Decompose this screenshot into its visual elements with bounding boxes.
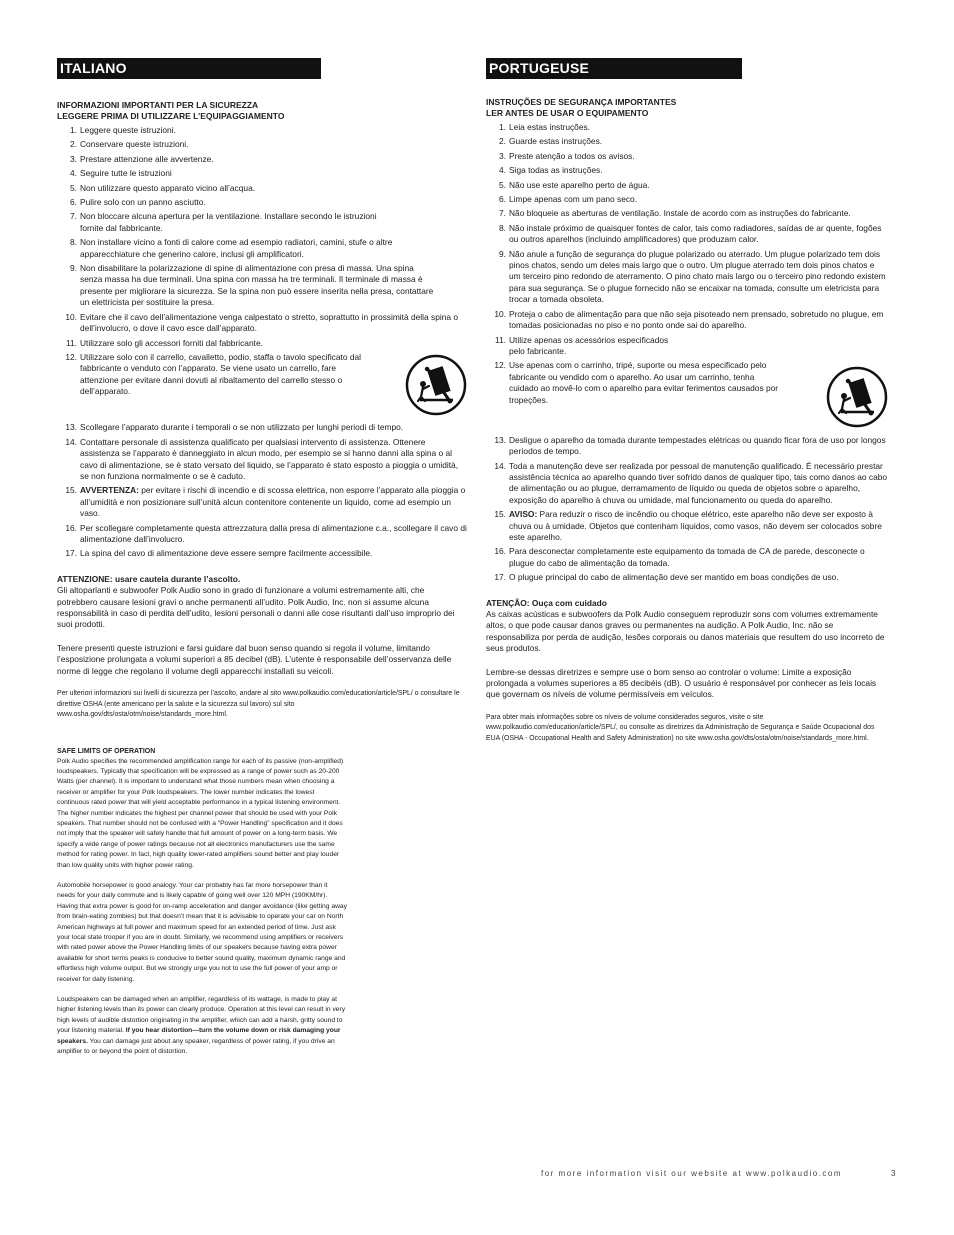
item-number: 3. xyxy=(70,153,77,164)
item-text: Guarde estas instruções. xyxy=(509,136,603,147)
list-item xyxy=(57,338,467,349)
item-number: 4. xyxy=(70,168,77,179)
page-number: 3 xyxy=(891,1169,896,1178)
item-text: Limpe apenas com um pano seco. xyxy=(509,194,638,205)
item-text: Não bloqueie as aberturas de ventilação. Instale de acordo com as instruções do fabricante. xyxy=(509,208,851,219)
portuguese-more-info: Para obter mais informações sobre os níveis de volume considerados seguros, visite o site www.polkaudio.com/education/article/SPL/, ou consulte as diretrizes da Administração de Segurança e Saúde Ocupacional dos EUA (OSHA - Occupational Health and Safety Administration) no site www.osha.gov/dts/osta/otm/noise/standards_more.html. xyxy=(486,713,875,742)
item-text: Pulire solo con un panno asciutto. xyxy=(80,197,206,208)
italian-heading: ITALIANO xyxy=(57,58,321,79)
list-item xyxy=(486,165,888,176)
item-number: 2. xyxy=(499,136,506,147)
portuguese-attention-paragraph-1: As caixas acústicas e subwoofers da Polk Audio conseguem reproduzir sons com volumes extremamente altos, o que pode causar danos graves ou permanentes na audição. A Polk Audio, Inc. não se responsabiliza por perda de audição, lesões corporais ou danos materiais que resultem do uso incorreto de seus produtos. xyxy=(486,609,885,654)
item-number: 1. xyxy=(70,125,77,135)
item-text: Desligue o aparelho da tomada durante tempestades elétricas ou quando ficar fora de uso por longos períodos de tempo. xyxy=(509,434,886,457)
portuguese-safety-subtitle: LER ANTES DE USAR O EQUIPAMENTO xyxy=(486,108,649,118)
list-item xyxy=(486,249,888,306)
item-text: Leia estas instruções. xyxy=(509,122,591,132)
portuguese-safety-title: INSTRUÇÕES DE SEGURANÇA IMPORTANTES xyxy=(486,97,677,107)
list-item xyxy=(486,509,888,543)
list-item xyxy=(57,263,467,309)
safe-limits-title: SAFE LIMITS OF OPERATION xyxy=(57,747,156,755)
cart-tip-over-warning-icon xyxy=(405,354,467,419)
item-number: 7. xyxy=(499,208,506,219)
item-number: 10. xyxy=(494,308,506,319)
item-number: 11. xyxy=(65,337,77,348)
item-text: Não anule a função de segurança do plugue polarizado ou aterrado. Um plugue polarizado tem dois pinos chatos, sendo um deles mais largo que o outro. Um plugue aterrado tem dois pinos chatos e um terceiro pino redondo de aterramento. O pino chato mais largo ou o terceiro pino redondo existem para sua segurança. Se o plugue fornecido não se encaixar na tomada, consulte um eletricista para trocar a tomada obsoleta. xyxy=(509,248,886,305)
safe-limits-text-end: You can damage just about any speaker, regardless of power rating, if you drive an amplifier to or beyond the point of distortion. xyxy=(57,1037,335,1056)
list-item xyxy=(57,237,467,260)
item-text: Não instale próximo de quaisquer fontes de calor, tais como radiadores, saídas de ar quente, fogões ou outros aparelhos (incluindo amplificadores) que produzam calor. xyxy=(509,222,882,245)
item-number: 15. xyxy=(494,509,506,520)
item-number: 9. xyxy=(499,248,506,259)
item-text: Toda a manutenção deve ser realizada por pessoal de manutenção qualificado. É necessário prestar assistência técnica ao aparelho quando tiver sofrido danos de qualquer tipo, tais como danos ao cabo de alimentação ou ao plugue, derramamento de líquido ou queda de objetos sobre o aparelho, exposição do aparelho à chuva ou umidade, mal funcionamento ou queda do aparelho. xyxy=(509,460,888,505)
item-number: 4. xyxy=(499,165,506,176)
item-text: Para desconectar completamente este equipamento da tomada de CA de parede, desconecte o plugue do cabo de alimentação da tomada. xyxy=(509,546,865,568)
item-text: Per scollegare completamente questa attrezzatura dalla presa di alimentazione c.a., scollegare il cavo di alimentazione dall’involucro. xyxy=(80,522,467,544)
item-number: 2. xyxy=(70,139,77,150)
item-text: Scollegare l’apparato durante i temporali o se non utilizzato per lunghi periodi di tempo. xyxy=(80,422,404,433)
footer-website-note: for more information visit our website at www.polkaudio.com xyxy=(541,1169,843,1178)
item-number: 8. xyxy=(70,237,77,248)
list-item xyxy=(486,309,888,332)
italian-attention-paragraph-1: Gli altoparlanti e subwoofer Polk Audio sono in grado di funzionare a volumi estremamente alti, che potrebbero causare lesioni gravi o anche permanenti all’udito. Polk Audio, Inc. non si assume alcuna responsabilità in caso di perdita dell’udito, lesioni personali o danni alle cose risultanti dall’uso improprio dei suoi prodotti. xyxy=(57,585,455,630)
italian-safety-title: INFORMAZIONI IMPORTANTI PER LA SICUREZZA xyxy=(57,100,259,110)
list-item xyxy=(486,572,888,583)
safe-limits-paragraph-1: Polk Audio specifies the recommended amplification range for each of its passive (non-amplified) loudspeakers. Typically that specification will be expressed as a range of power such as 20-200 Watts (per channel). It is important to understand what those numbers mean when choosing a receiver or amplifier for your Polk loudspeakers. The lower number indicates the lowest continuous rated power that will yield acceptable performance in a typical listening environment. The higher number indicates the highest per channel power that should be used with your Polk speakers. That number should not be confused with a “Power Handling” specification and it does not imply that the speaker will safely handle that full amount of power on a long-term basis. We specify a wide range of power ratings because not all electronics manufacturers use the same method for rating power. In fact, high quality lower-rated amplifiers sound better and play louder than low quality units with higher power rating. xyxy=(57,757,344,869)
italian-safety-list xyxy=(57,125,467,560)
list-item xyxy=(486,435,888,458)
item-number: 10. xyxy=(65,311,77,322)
list-item xyxy=(486,194,888,205)
list-item xyxy=(57,422,467,433)
item-text: Proteja o cabo de alimentação para que não seja pisoteado nem prensado, sobretudo no plugue, em tomadas posicionadas no piso e no ponto onde sai do aparelho. xyxy=(509,308,884,331)
warning-label: AVISO: xyxy=(509,509,538,520)
item-text: Prestare attenzione alle avvertenze. xyxy=(80,153,214,164)
warning-label: AVVERTENZA: xyxy=(80,485,139,496)
warning-text: Para reduzir o risco de incêndio ou choque elétrico, este aparelho não deve ser exposto à chuva ou à umidade. Objetos que contenham líquidos, como vasos, não devem ser colocados sobre este aparelho. xyxy=(509,509,882,542)
list-item xyxy=(57,548,467,559)
portuguese-column xyxy=(486,58,888,744)
list-item xyxy=(57,197,467,208)
item-text: Não use este aparelho perto de água. xyxy=(509,179,650,190)
item-number: 8. xyxy=(499,222,506,233)
italian-column xyxy=(57,58,467,1058)
item-number: 12. xyxy=(65,351,77,362)
item-number: 6. xyxy=(499,194,506,205)
portuguese-safety-list xyxy=(486,122,888,584)
portuguese-heading: PORTUGEUSE xyxy=(486,58,742,79)
list-item xyxy=(486,122,888,133)
list-item xyxy=(57,312,467,335)
list-item xyxy=(57,211,467,234)
item-number: 7. xyxy=(70,211,77,222)
item-number: 6. xyxy=(70,197,77,208)
item-text: Leggere queste istruzioni. xyxy=(80,125,176,135)
list-item xyxy=(486,223,888,246)
list-item xyxy=(57,125,467,136)
italian-attention-heading: ATTENZIONE: usare cautela durante l’ascolto. xyxy=(57,573,241,584)
item-text: Use apenas com o carrinho, tripé, suporte ou mesa especificado pelo fabricante ou vendido com o aparelho. Ao usar um carrinho, tenha cuidado ao movê-lo com o aparelho para evitar ferimentos causados por tropeções. xyxy=(509,360,779,405)
item-number: 11. xyxy=(494,334,506,345)
item-text: Siga todas as instruções. xyxy=(509,165,603,176)
list-item xyxy=(486,360,888,431)
item-number: 5. xyxy=(499,179,506,190)
item-text: Non disabilitare la polarizzazione di spine di alimentazione con presa di massa. Una spina senza massa ha due terminali. Una spina con massa ha tre terminali. Il terminale di massa è presente per migliorare la sicurezza. Se la spina non può essere inserita nella presa, contattare un elettricista per sostituire la presa. xyxy=(80,263,434,308)
warning-text: per evitare i rischi di incendio e di scossa elettrica, non esporre l’apparato alla pioggia o all’umidità e non posizionare sull’unità alcun contenitore contenente un liquido, come ad esempio un vaso. xyxy=(80,485,466,519)
item-number: 17. xyxy=(65,548,77,559)
item-text: Utilize apenas os acessórios especificados pelo fabricante. xyxy=(509,334,669,356)
item-text: La spina del cavo di alimentazione deve essere sempre facilmente accessibile. xyxy=(80,548,373,559)
list-item xyxy=(57,437,467,483)
item-text xyxy=(80,485,467,519)
item-number: 17. xyxy=(494,572,506,583)
list-item xyxy=(57,485,467,519)
item-number: 9. xyxy=(70,263,77,274)
item-text: Conservare queste istruzioni. xyxy=(80,139,189,150)
item-text: Utilizzare solo con il carrello, cavalletto, podio, staffa o tavolo specificato dal fabbricante o venduto con l’apparato. Se viene usato un carrello, fare attenzione per evitare danni dovuti al ribaltamento del carrello stesso o dell’apparato. xyxy=(80,351,362,397)
item-number: 1. xyxy=(499,122,506,132)
item-number: 16. xyxy=(494,546,506,557)
list-item xyxy=(57,139,467,150)
item-number: 13. xyxy=(494,434,506,445)
portuguese-attention-paragraph-2: Lembre-se dessas diretrizes e sempre use o bom senso ao controlar o volume: Limite a exposição prolongada a volumes superiores a 85 decibéis (dB). O usuário é responsável por conhecer as leis locais que governam os níveis de volume permissíveis em veículos. xyxy=(486,666,877,700)
item-text: Seguire tutte le istruzioni xyxy=(80,168,172,179)
item-number: 13. xyxy=(65,422,77,433)
item-number: 15. xyxy=(65,485,77,496)
item-number: 3. xyxy=(499,150,506,161)
safe-limits-paragraph-3 xyxy=(57,995,347,1057)
item-text: Non utilizzare questo apparato vicino all’acqua. xyxy=(80,182,256,193)
item-text: Evitare che il cavo dell’alimentazione venga calpestato o stretto, soprattutto in prossimità della spina o dell’involucro, o dove il cavo esce dall’apparato. xyxy=(80,311,459,334)
item-text: O plugue principal do cabo de alimentação deve ser mantido em boas condições de uso. xyxy=(509,572,839,583)
list-item xyxy=(486,151,888,162)
item-number: 5. xyxy=(70,182,77,193)
list-item xyxy=(486,208,888,219)
item-number: 14. xyxy=(65,436,77,447)
list-item xyxy=(57,154,467,165)
item-text: Non installare vicino a fonti di calore come ad esempio radiatori, camini, stufe o altre apparecchiature che generino calore, inclusi gli amplificatori. xyxy=(80,237,393,259)
portuguese-attention-heading: ATENÇÃO: Ouça com cuidado xyxy=(486,597,607,608)
safe-limits-text: Loudspeakers can be damaged when an amplifier, regardless of its wattage, is made to play at higher listening levels than its power can clearly produce. Operation at this level can result in very high levels of audible distortion originating in the amplifier, which can add a harsh, gritty sound to your listening material. xyxy=(57,996,346,1035)
italian-more-info: Per ulteriori informazioni sui livelli di sicurezza per l’ascolto, andare al sito www.polkaudio.com/education/article/SPL/ o consultare le direttive OSHA (ente americano per la salute e la sicurezza sul lavoro) sul sito www.osha.gov/dts/osta/otm/noise/standards_more.html. xyxy=(57,690,460,719)
distortion-warning: If you hear distortion—turn the volume down or risk damaging your speakers. xyxy=(57,1027,341,1045)
italian-safety-subtitle: LEGGERE PRIMA DI UTILIZZARE L’EQUIPAGGIAMENTO xyxy=(57,111,285,121)
item-text: Utilizzare solo gli accessori forniti dal fabbricante. xyxy=(80,337,263,348)
cart-tip-over-warning-icon xyxy=(826,366,888,431)
list-item xyxy=(486,335,888,358)
list-item xyxy=(486,136,888,147)
safe-limits-paragraph-2: Automobile horsepower is good analogy. Your car probably has far more horsepower than it needs for your daily commute and is likely capable of going well over 120 MPH (190KM/hr). Having that extra power is good for on-ramp acceleration and danger avoidance (like getting away from brain-eating zombies) but that doesn’t mean that it is advisable to operate your car on North American highways at full power and maximum speed for an extended period of time. Just ask your local state trooper if you are in doubt. Similarly, we recommend using amplifiers or receivers with rated power above the Power Handling limits of our speakers because having extra power available for short terms peaks is conducive to better sound quality, maximum dynamic range and effortless high volume output. But we strongly urge you not to use the full power of your amp or receiver for daily listening. xyxy=(57,882,347,983)
list-item xyxy=(57,523,467,546)
list-item xyxy=(486,546,888,569)
list-item xyxy=(486,461,888,507)
item-number: 12. xyxy=(494,360,506,371)
item-text: Preste atenção a todos os avisos. xyxy=(509,150,635,161)
list-item xyxy=(486,180,888,191)
item-text xyxy=(509,509,888,543)
list-item xyxy=(57,168,467,179)
list-item xyxy=(57,183,467,194)
item-number: 14. xyxy=(494,460,506,471)
list-item xyxy=(57,352,467,419)
italian-attention-paragraph-2: Tenere presenti queste istruzioni e farsi guidare dal buon senso quando si regola il volume, limitando l’esposizione prolungata a volumi superiori a 85 decibel (dB). L’utente è responsabile dell’osservanza delle norme di legge che regolano il volume degli apparecchi installati su veicoli. xyxy=(57,642,452,676)
item-number: 16. xyxy=(65,522,77,533)
item-text: Contattare personale di assistenza qualificato per qualsiasi intervento di assistenza. Ottenere assistenza se l’apparato è danneggiato in alcun modo, per esempio se si hanno danni alla spina o al cavo di alimentazione, se è stato versato del liquido, se l’apparato è stato esposto a pioggia o umidità, se non funziona normalmente o se è caduto. xyxy=(80,436,459,481)
item-text: Non bloccare alcuna apertura per la ventilazione. Installare secondo le istruzioni fornite dal fabbricante. xyxy=(80,211,377,233)
